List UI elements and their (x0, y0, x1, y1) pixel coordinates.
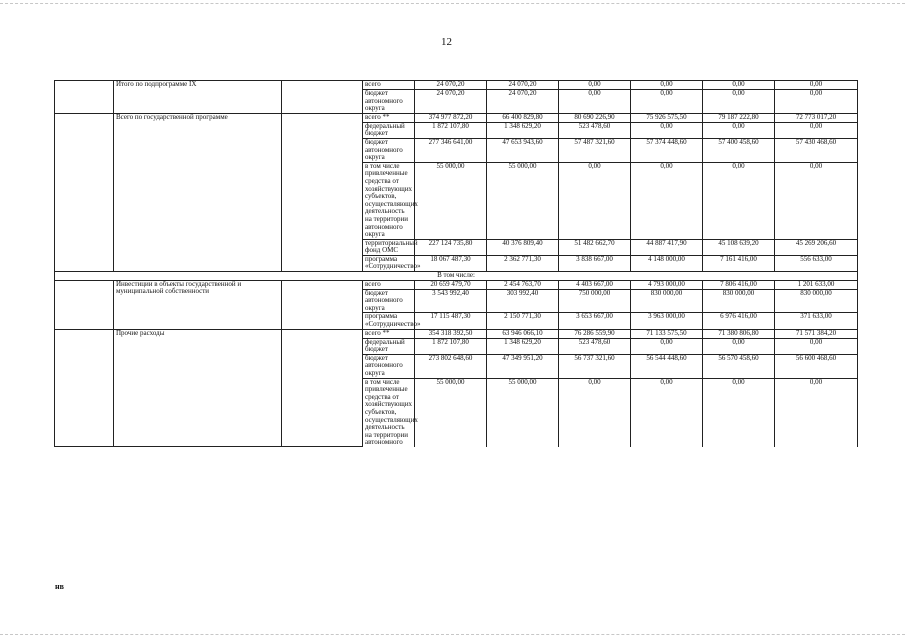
value-cell: 0,00 (703, 338, 775, 354)
fund-source: бюджет автономного округа (363, 354, 415, 378)
value-cell: 830 000,00 (631, 289, 703, 313)
value-cell: 57 400 458,60 (703, 138, 775, 162)
value-cell: 44 887 417,90 (631, 239, 703, 255)
value-cell: 750 000,00 (559, 289, 631, 313)
blank-cell (282, 81, 363, 114)
value-cell: 830 000,00 (775, 289, 858, 313)
value-cell: 7 161 416,00 (703, 255, 775, 271)
value-cell: 71 133 575,50 (631, 329, 703, 338)
value-cell: 0,00 (775, 162, 858, 239)
fund-source: федеральный бюджет (363, 122, 415, 138)
value-cell: 4 793 000,00 (631, 280, 703, 289)
value-cell: 3 838 667,00 (559, 255, 631, 271)
value-cell: 0,00 (703, 90, 775, 114)
value-cell: 0,00 (775, 81, 858, 90)
fund-source: всего ** (363, 113, 415, 122)
value-cell: 55 000,00 (415, 162, 487, 239)
value-cell: 56 600 468,60 (775, 354, 858, 378)
blank-cell (55, 280, 114, 329)
value-cell: 0,00 (631, 122, 703, 138)
value-cell: 0,00 (631, 378, 703, 447)
value-cell: 0,00 (559, 378, 631, 447)
value-cell: 55 000,00 (487, 378, 559, 447)
value-cell: 80 690 226,90 (559, 113, 631, 122)
value-cell: 79 187 222,80 (703, 113, 775, 122)
value-cell: 1 872 107,80 (415, 122, 487, 138)
fund-source: всего (363, 280, 415, 289)
value-cell: 0,00 (559, 90, 631, 114)
blank-cell (55, 81, 114, 114)
value-cell: 1 348 629,20 (487, 122, 559, 138)
value-cell: 1 348 629,20 (487, 338, 559, 354)
value-cell: 57 374 448,60 (631, 138, 703, 162)
value-cell: 24 070,20 (487, 90, 559, 114)
value-cell: 0,00 (631, 338, 703, 354)
value-cell: 0,00 (703, 81, 775, 90)
fund-source: в том числе привлеченные средства от хозяйствующих субъектов, осуществляющих деятельность на территории автономного округа (363, 162, 415, 239)
value-cell: 56 570 458,60 (703, 354, 775, 378)
fund-source: территориальный фонд ОМС (363, 239, 415, 255)
value-cell: 374 977 872,20 (415, 113, 487, 122)
value-cell: 71 571 384,20 (775, 329, 858, 338)
blank-cell (55, 113, 114, 271)
value-cell: 0,00 (559, 81, 631, 90)
table-row (55, 329, 858, 338)
value-cell: 24 070,20 (415, 90, 487, 114)
value-cell: 2 362 771,30 (487, 255, 559, 271)
value-cell: 4 403 667,00 (559, 280, 631, 289)
value-cell: 57 487 321,60 (559, 138, 631, 162)
scan-edge-bottom (0, 634, 905, 635)
value-cell: 354 318 392,50 (415, 329, 487, 338)
value-cell: 4 148 000,00 (631, 255, 703, 271)
value-cell: 75 926 575,50 (631, 113, 703, 122)
value-cell: 45 108 639,20 (703, 239, 775, 255)
value-cell: 45 269 206,60 (775, 239, 858, 255)
fund-source: всего (363, 81, 415, 90)
budget-table (54, 80, 858, 447)
value-cell: 556 633,00 (775, 255, 858, 271)
value-cell: 18 067 487,30 (415, 255, 487, 271)
scan-edge-top (0, 3, 905, 4)
fund-source: программа «Сотрудничество» (363, 313, 415, 329)
value-cell: 371 633,00 (775, 313, 858, 329)
value-cell: 17 115 487,30 (415, 313, 487, 329)
value-cell: 47 653 943,60 (487, 138, 559, 162)
value-cell: 0,00 (631, 90, 703, 114)
value-cell: 1 872 107,80 (415, 338, 487, 354)
value-cell: 277 346 641,00 (415, 138, 487, 162)
value-cell: 63 946 066,10 (487, 329, 559, 338)
value-cell: 51 482 662,70 (559, 239, 631, 255)
value-cell: 273 802 648,60 (415, 354, 487, 378)
page-initials: нв (55, 582, 64, 591)
value-cell: 3 653 667,00 (559, 313, 631, 329)
table-row (55, 280, 858, 289)
fund-source: бюджет автономного округа (363, 90, 415, 114)
value-cell: 0,00 (703, 162, 775, 239)
value-cell: 24 070,20 (487, 81, 559, 90)
value-cell: 0,00 (631, 162, 703, 239)
blank-cell (282, 329, 363, 447)
value-cell: 0,00 (775, 122, 858, 138)
value-cell: 55 000,00 (487, 162, 559, 239)
value-cell: 56 544 448,60 (631, 354, 703, 378)
table-row (55, 113, 858, 122)
value-cell: 0,00 (559, 162, 631, 239)
fund-source: бюджет автономного округа (363, 289, 415, 313)
value-cell: 76 286 559,90 (559, 329, 631, 338)
value-cell: 0,00 (775, 378, 858, 447)
section-name: Итого по подпрограмме IX (114, 81, 282, 114)
value-cell: 830 000,00 (703, 289, 775, 313)
value-cell: 47 349 951,20 (487, 354, 559, 378)
value-cell: 0,00 (631, 81, 703, 90)
fund-source: всего ** (363, 329, 415, 338)
value-cell: 0,00 (775, 338, 858, 354)
section-name: Прочие расходы (114, 329, 282, 447)
blank-cell (282, 280, 363, 329)
value-cell: 72 773 017,20 (775, 113, 858, 122)
value-cell: 303 992,40 (487, 289, 559, 313)
value-cell: 71 380 806,80 (703, 329, 775, 338)
value-cell: 3 543 992,40 (415, 289, 487, 313)
table-row (55, 272, 858, 281)
value-cell: 24 070,20 (415, 81, 487, 90)
value-cell: 7 806 416,00 (703, 280, 775, 289)
section-name: Инвестиции в объекты государственной и муниципальной собственности (114, 280, 282, 329)
value-cell: 40 376 809,40 (487, 239, 559, 255)
value-cell: 56 737 321,60 (559, 354, 631, 378)
value-cell: 6 976 416,00 (703, 313, 775, 329)
value-cell: 523 478,60 (559, 122, 631, 138)
value-cell: 20 659 479,70 (415, 280, 487, 289)
value-cell: 55 000,00 (415, 378, 487, 447)
value-cell: 3 963 000,00 (631, 313, 703, 329)
fund-source: в том числе привлеченные средства от хозяйствующих субъектов, осуществляющих деятельность на территории автономного (363, 378, 415, 447)
fund-source: федеральный бюджет (363, 338, 415, 354)
subheading: В том числе: (55, 272, 858, 281)
fund-source: бюджет автономного округа (363, 138, 415, 162)
value-cell: 57 430 468,60 (775, 138, 858, 162)
section-name: Всего по государственной программе (114, 113, 282, 271)
page-number: 12 (441, 36, 452, 48)
value-cell: 66 400 829,80 (487, 113, 559, 122)
value-cell: 2 150 771,30 (487, 313, 559, 329)
value-cell: 0,00 (703, 122, 775, 138)
value-cell: 227 124 735,80 (415, 239, 487, 255)
fund-source: программа «Сотрудничество» (363, 255, 415, 271)
value-cell: 0,00 (775, 90, 858, 114)
blank-cell (55, 329, 114, 447)
value-cell: 0,00 (703, 378, 775, 447)
value-cell: 1 201 633,00 (775, 280, 858, 289)
value-cell: 523 478,60 (559, 338, 631, 354)
blank-cell (282, 113, 363, 271)
value-cell: 2 454 763,70 (487, 280, 559, 289)
